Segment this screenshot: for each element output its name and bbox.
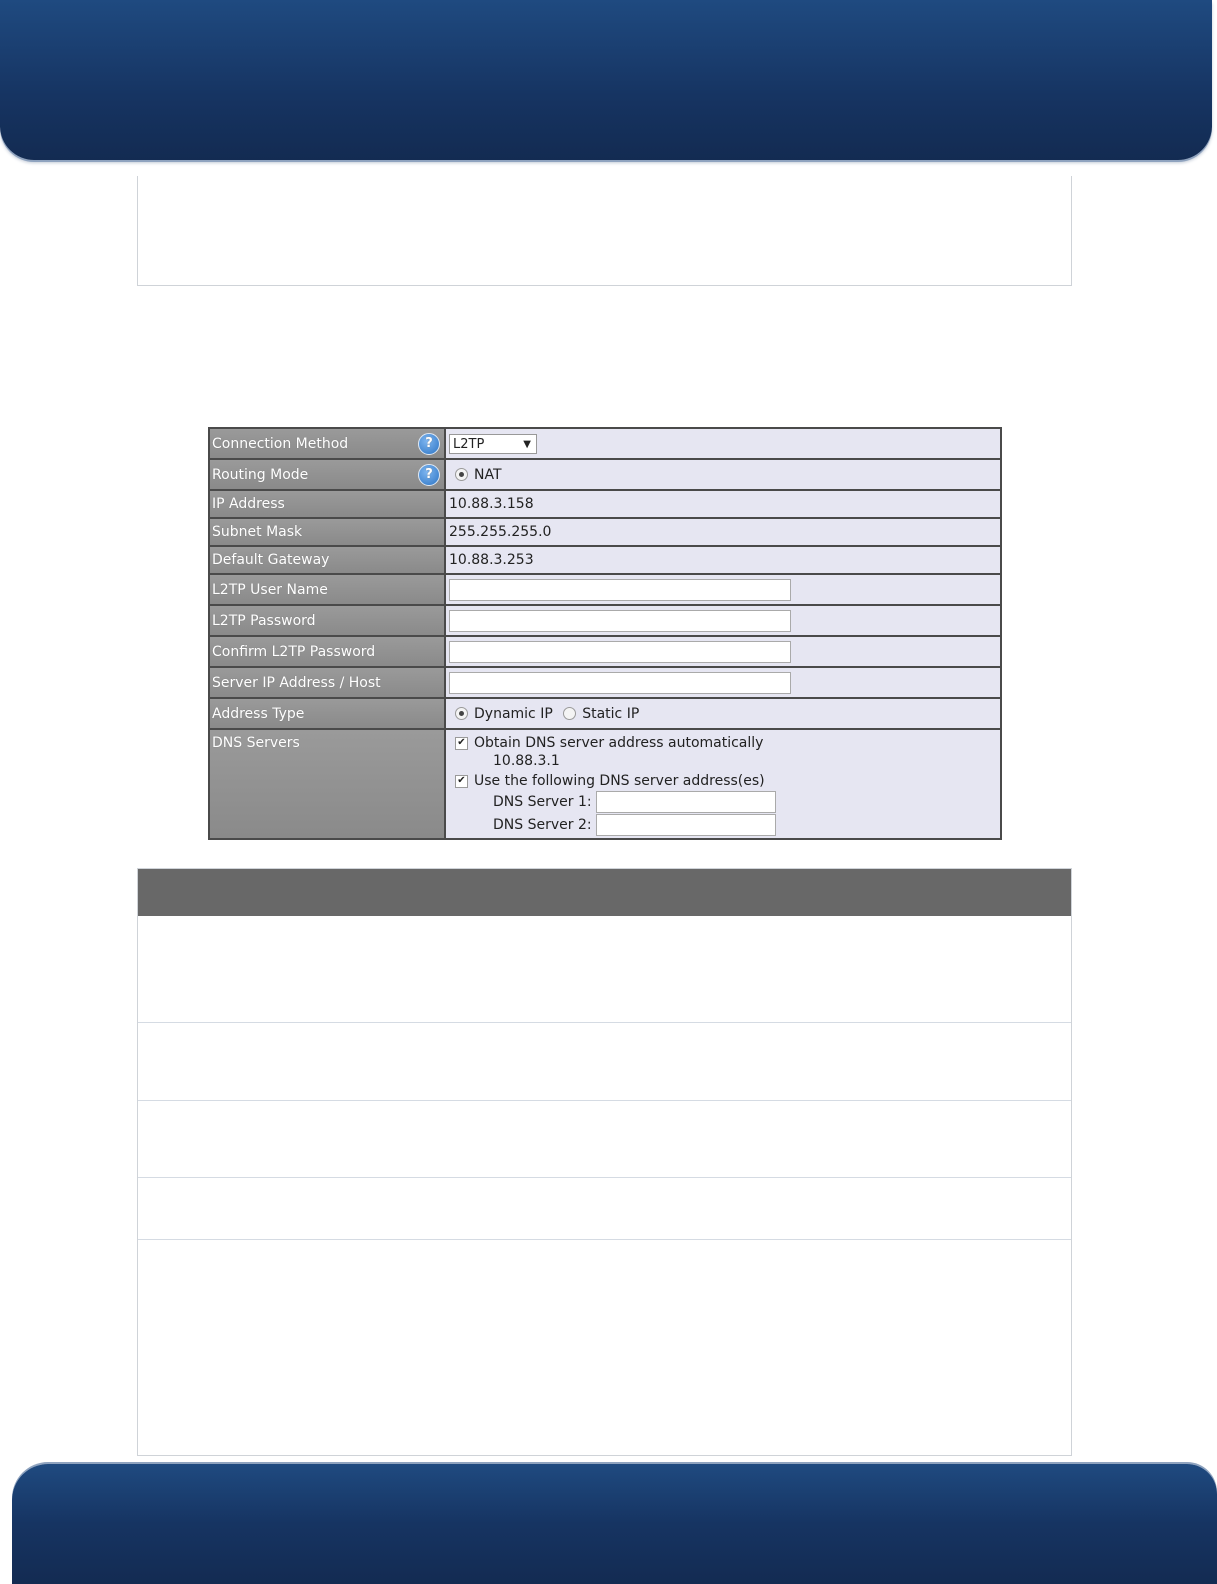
subnet-mask-value: 255.255.255.0 [445, 518, 1001, 546]
routing-mode-value: NAT [445, 459, 1001, 490]
chevron-down-icon: ▼ [523, 438, 531, 450]
wan-settings-form [208, 427, 1002, 840]
table-row [138, 916, 1071, 1023]
address-type-label: Address Type [209, 698, 445, 729]
l2tp-password-label: L2TP Password [209, 605, 445, 636]
dns-servers-label: DNS Servers [209, 729, 445, 839]
default-gateway-label: Default Gateway [209, 546, 445, 574]
help-icon[interactable]: ? [418, 433, 440, 455]
dns-servers-value: ✔ Obtain DNS server address automatically 10.88.3.1 ✔ Use the following DNS server address(es) DNS Server 1: DNS Server 2: [445, 729, 1001, 839]
l2tp-user-name-label: L2TP User Name [209, 574, 445, 605]
table-row [138, 1101, 1071, 1178]
dns-server-2-label: DNS Server 2: [493, 817, 592, 833]
ip-address-value: 10.88.3.158 [445, 490, 1001, 518]
static-ip-radio[interactable] [563, 707, 576, 720]
description-table-header [138, 869, 1071, 916]
footer-banner [12, 1464, 1217, 1584]
ip-address-label: IP Address [209, 490, 445, 518]
header-banner [0, 0, 1212, 160]
connection-method-label: Connection Method ? [209, 428, 445, 459]
description-table [137, 868, 1072, 1456]
connection-method-select[interactable]: L2TP ▼ [449, 434, 537, 454]
server-ip-input[interactable] [449, 672, 791, 694]
server-ip-label: Server IP Address / Host [209, 667, 445, 698]
table-row [138, 1178, 1071, 1240]
subnet-mask-label: Subnet Mask [209, 518, 445, 546]
routing-mode-label: Routing Mode ? [209, 459, 445, 490]
table-row [138, 1023, 1071, 1101]
help-icon[interactable]: ? [418, 464, 440, 486]
routing-mode-nat-radio[interactable] [455, 468, 468, 481]
upper-content-box [137, 176, 1072, 286]
obtain-dns-auto-checkbox[interactable]: ✔ [455, 737, 468, 750]
dns-server-1-input[interactable] [596, 791, 776, 813]
use-following-dns-checkbox[interactable]: ✔ [455, 775, 468, 788]
default-gateway-value: 10.88.3.253 [445, 546, 1001, 574]
dns-auto-address: 10.88.3.1 [493, 753, 560, 769]
dns-server-2-input[interactable] [596, 814, 776, 836]
address-type-value: Dynamic IP Static IP [445, 698, 1001, 729]
dns-server-1-label: DNS Server 1: [493, 794, 592, 810]
l2tp-password-input[interactable] [449, 610, 791, 632]
dynamic-ip-radio[interactable] [455, 707, 468, 720]
l2tp-user-name-input[interactable] [449, 579, 791, 601]
confirm-l2tp-password-label: Confirm L2TP Password [209, 636, 445, 667]
confirm-l2tp-password-input[interactable] [449, 641, 791, 663]
connection-method-value [445, 428, 1001, 459]
